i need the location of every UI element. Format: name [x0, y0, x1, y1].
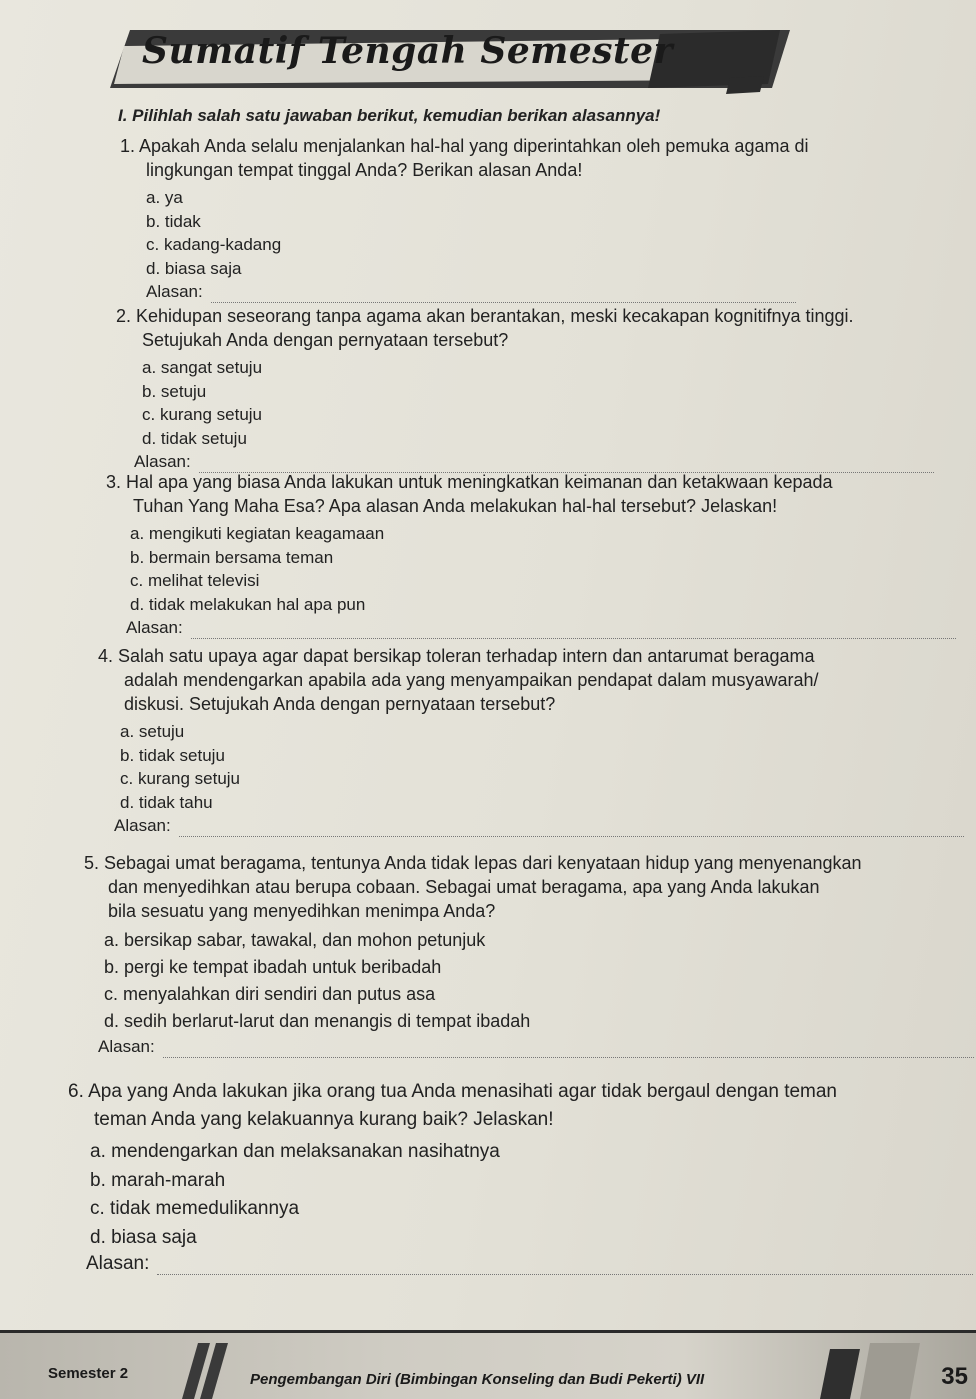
reason-label: Alasan:	[86, 1253, 150, 1274]
question-6	[68, 1078, 973, 1275]
footer-bar-icon	[810, 1343, 920, 1399]
option-c: c. kadang-kadang	[146, 235, 282, 254]
question-5	[84, 851, 974, 1058]
reason-label: Alasan:	[98, 1037, 155, 1056]
option-c: c. melihat televisi	[130, 571, 260, 590]
question-3	[106, 470, 956, 639]
question-1	[120, 134, 935, 303]
reason-field	[98, 814, 964, 837]
reason-field	[120, 280, 796, 303]
reason-field	[84, 1035, 974, 1058]
option-c: c. tidak memedulikannya	[90, 1198, 300, 1219]
question-text-line: 5. Sebagai umat beragama, tentunya Anda tidak lepas dari kenyataan hidup yang menyenangkan	[84, 853, 862, 873]
reason-field	[106, 616, 956, 639]
option-c: c. kurang setuju	[120, 769, 241, 788]
question-text-line: Tuhan Yang Maha Esa? Apa alasan Anda melakukan hal-hal tersebut? Jelaskan!	[133, 496, 778, 516]
question-2	[116, 304, 941, 473]
semester-label: Semester 2	[48, 1365, 129, 1382]
option-b: b. marah-marah	[90, 1169, 226, 1191]
option-d: d. tidak melakukan hal apa pun	[130, 594, 366, 614]
option-a: a. mendengarkan dan melaksanakan nasihatnya	[90, 1141, 500, 1162]
reason-line[interactable]	[211, 288, 796, 303]
reason-label: Alasan:	[114, 816, 171, 835]
page-title: Sumatif Tengah Semester	[142, 30, 674, 72]
question-text-line: 6. Apa yang Anda lakukan jika orang tua Anda menasihati agar tidak bergaul dengan teman	[68, 1081, 837, 1102]
option-a: a. bersikap sabar, tawakal, dan mohon petunjuk	[104, 930, 486, 950]
option-d: d. tidak setuju	[142, 428, 247, 448]
question-text-line: 3. Hal apa yang biasa Anda lakukan untuk meningkatkan keimanan dan ketakwaan kepada	[106, 472, 833, 492]
question-text-line: Setujukah Anda dengan pernyataan tersebut?	[142, 330, 509, 350]
question-text-line: diskusi. Setujukah Anda dengan pernyataan tersebut?	[124, 694, 556, 714]
option-a: a. setuju	[120, 722, 185, 741]
page-number: 35	[941, 1363, 968, 1390]
reason-field	[68, 1252, 973, 1275]
reason-label: Alasan:	[146, 282, 203, 301]
footer-stripes-icon	[180, 1343, 240, 1399]
option-d: d. tidak tahu	[120, 792, 213, 812]
option-b: b. tidak setuju	[120, 745, 225, 765]
book-title: Pengembangan Diri (Bimbingan Konseling dan Budi Pekerti) VII	[250, 1371, 705, 1388]
option-c: c. menyalahkan diri sendiri dan putus asa	[104, 984, 436, 1004]
question-text-line: lingkungan tempat tinggal Anda? Berikan alasan Anda!	[146, 160, 583, 180]
option-b: b. bermain bersama teman	[130, 547, 334, 567]
reason-line[interactable]	[157, 1260, 973, 1275]
option-a: a. ya	[146, 188, 183, 207]
question-text-line: teman Anda yang kelakuannya kurang baik? Jelaskan!	[94, 1109, 554, 1130]
page-footer	[0, 1333, 976, 1399]
question-4	[98, 644, 963, 837]
option-b: b. pergi ke tempat ibadah untuk beribadah	[104, 957, 442, 977]
option-b: b. tidak	[146, 211, 201, 231]
option-a: a. sangat setuju	[142, 358, 263, 377]
question-text-line: adalah mendengarkan apabila ada yang menyampaikan pendapat dalam musyawarah/	[124, 670, 819, 690]
reason-label: Alasan:	[126, 618, 183, 637]
question-text-line: 2. Kehidupan seseorang tanpa agama akan berantakan, meski kecakapan kognitifnya tinggi.	[116, 306, 854, 326]
option-d: d. biasa saja	[146, 258, 242, 278]
option-d: d. biasa saja	[90, 1226, 197, 1248]
reason-line[interactable]	[179, 822, 964, 837]
option-b: b. setuju	[142, 381, 207, 401]
reason-line[interactable]	[163, 1043, 974, 1058]
question-text-line: bila sesuatu yang menyedihkan menimpa Anda?	[108, 901, 496, 921]
section-instruction: I. Pilihlah salah satu jawaban berikut, kemudian berikan alasannya!	[118, 106, 661, 125]
option-d: d. sedih berlarut-larut dan menangis di tempat ibadah	[104, 1011, 531, 1031]
reason-line[interactable]	[191, 624, 956, 639]
reason-label: Alasan:	[134, 452, 191, 471]
option-c: c. kurang setuju	[142, 405, 263, 424]
question-text-line: dan menyedihkan atau berupa cobaan. Sebagai umat beragama, apa yang Anda lakukan	[108, 877, 820, 897]
question-text-line: 4. Salah satu upaya agar dapat bersikap toleran terhadap intern dan antarumat beragama	[98, 646, 815, 666]
question-text-line: 1. Apakah Anda selalu menjalankan hal-hal yang diperintahkan oleh pemuka agama di	[120, 136, 809, 156]
option-a: a. mengikuti kegiatan keagamaan	[130, 524, 385, 543]
